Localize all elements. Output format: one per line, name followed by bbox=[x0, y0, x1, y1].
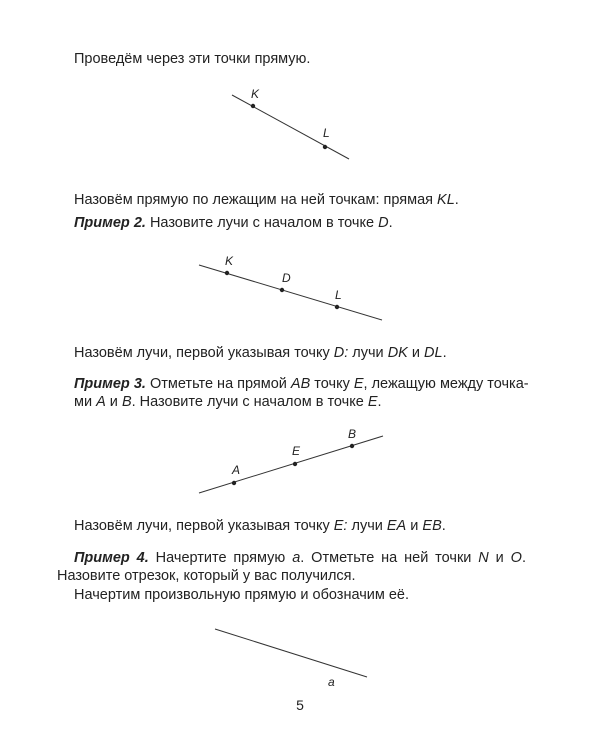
example-2-task: Пример 2. Назовите лучи с началом в точке D. bbox=[74, 215, 393, 231]
paragraph-draw-arbitrary-line: Начертим произвольную прямую и обозначим её. bbox=[74, 587, 410, 603]
label-a: A bbox=[232, 463, 241, 477]
label-e: E bbox=[292, 444, 301, 458]
label-l: L bbox=[323, 126, 330, 140]
label-k: K bbox=[225, 254, 234, 268]
example-3-task-line-2: ми A и B. Назовите лучи с началом в точке E. bbox=[74, 394, 382, 410]
example-3-task-line-1: Пример 3. Отметьте на прямой AB точку E, лежащую между точка- bbox=[74, 376, 529, 392]
page-number: 5 bbox=[296, 697, 304, 713]
label-a: a bbox=[328, 675, 335, 689]
example-4-task-line-2: Назовите отрезок, который у вас получился. bbox=[57, 568, 356, 584]
label-d: D bbox=[282, 271, 291, 285]
paragraph-name-line: Назовём прямую по лежащим на ней точкам: прямая KL. bbox=[74, 192, 459, 208]
line-a bbox=[215, 629, 367, 677]
label-k: K bbox=[251, 87, 260, 101]
label-l: L bbox=[335, 288, 342, 302]
paragraph-draw-line: Проведём через эти точки прямую. bbox=[74, 51, 311, 67]
label-b: B bbox=[348, 427, 357, 441]
paragraph-rays-e: Назовём лучи, первой указывая точку E: лучи EA и EB. bbox=[74, 518, 446, 534]
example-4-task-line-1: Пример 4. Начертите прямую a. Отметьте на ней точки N и O. bbox=[74, 550, 526, 566]
paragraph-rays-d: Назовём лучи, первой указывая точку D: лучи DK и DL. bbox=[74, 345, 447, 361]
